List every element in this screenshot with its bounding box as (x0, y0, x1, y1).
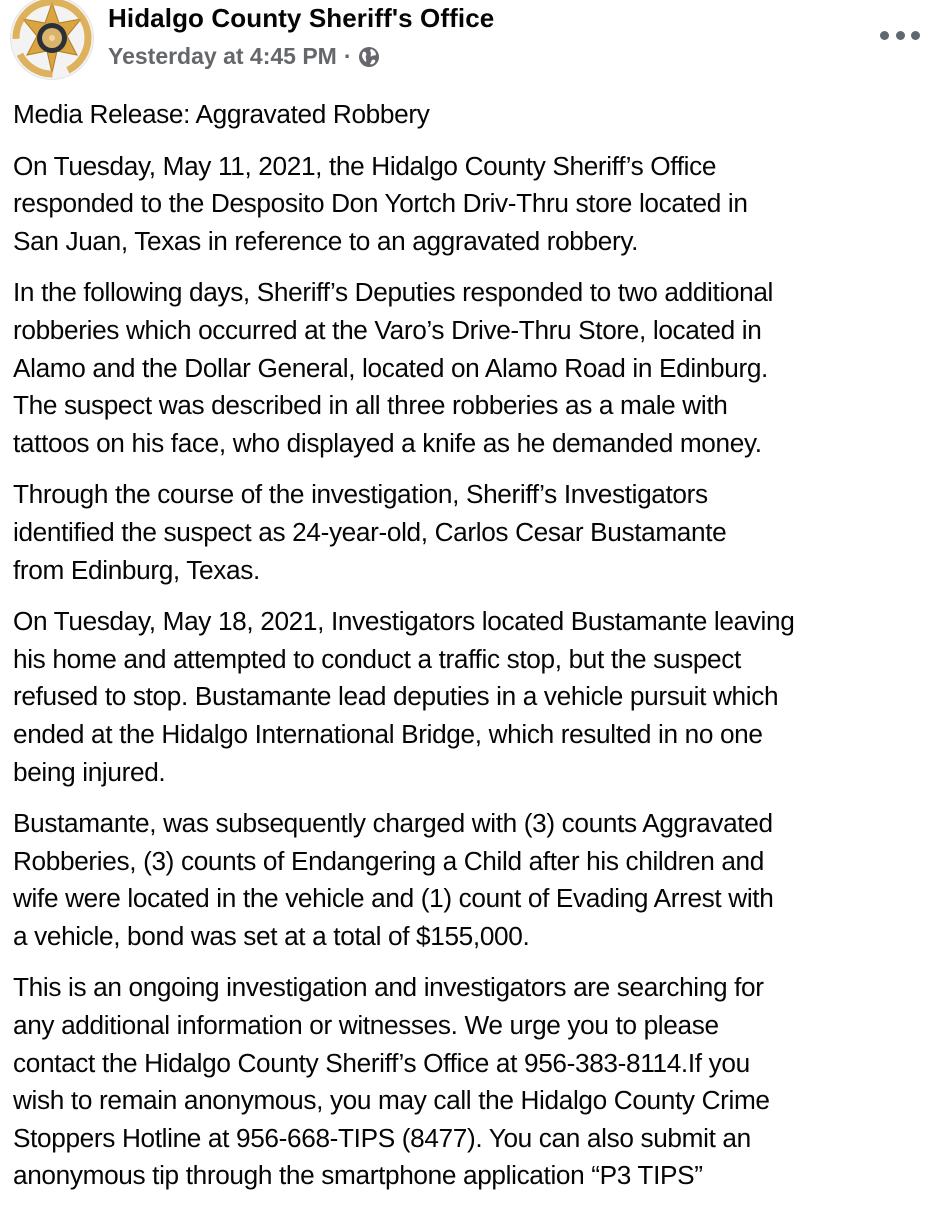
post-timestamp[interactable]: Yesterday at 4:45 PM (108, 43, 337, 69)
text-line: Media Release: Aggravated Robbery (13, 99, 430, 129)
text-line: On Tuesday, May 11, 2021, the Hidalgo County Sheriff’s Office (13, 150, 717, 181)
globe-icon (358, 46, 380, 68)
text-line: tattoos on his face, who displayed a knife as he demanded money. (13, 427, 762, 458)
post-paragraph (13, 148, 943, 261)
post-paragraph (13, 969, 943, 1195)
post-meta (108, 43, 380, 70)
text-line: The suspect was described in all three robberies as a male with (13, 390, 728, 421)
text-line: Alamo and the Dollar General, located on Alamo Road in Edinburg. (13, 352, 768, 383)
post-paragraph (13, 805, 943, 955)
text-line: being injured. (13, 756, 166, 787)
text-line: from Edinburg, Texas. (13, 554, 260, 585)
text-line: robberies which occurred at the Varo’s Drive-Thru Store, located in (13, 314, 762, 345)
text-line: Stoppers Hotline at 956-668-TIPS (8477). You can also submit an (13, 1122, 751, 1153)
post-body (13, 96, 943, 1209)
text-line: ended at the Hidalgo International Bridge, which resulted in no one (13, 718, 763, 749)
post-heading (13, 96, 943, 134)
text-line: San Juan, Texas in reference to an aggravated robbery. (13, 225, 639, 256)
text-line: Through the course of the investigation, Sheriff’s Investigators (13, 479, 708, 510)
text-line: a vehicle, bond was set at a total of $155,000. (13, 920, 530, 951)
more-options-button[interactable] (880, 28, 920, 42)
text-line: Robberies, (3) counts of Endangering a Child after his children and (13, 845, 764, 876)
post-paragraph (13, 274, 943, 462)
text-line: his home and attempted to conduct a traffic stop, but the suspect (13, 643, 741, 674)
text-line: In the following days, Sheriff’s Deputies responded to two additional (13, 277, 774, 308)
author-name[interactable]: Hidalgo County Sheriff's Office (108, 3, 495, 33)
sheriff-badge-logo (11, 0, 93, 79)
text-line: identified the suspect as 24-year-old, Carlos Cesar Bustamante (13, 516, 727, 547)
text-line: This is an ongoing investigation and investigators are searching for (13, 972, 764, 1003)
text-line: any additional information or witnesses. We urge you to please (13, 1010, 719, 1041)
post-header (0, 0, 949, 90)
post-paragraph (13, 603, 943, 791)
post-paragraph (13, 476, 943, 589)
more-dot-icon (911, 31, 920, 40)
page-avatar[interactable] (10, 0, 94, 80)
text-line: wish to remain anonymous, you may call the Hidalgo County Crime (13, 1085, 770, 1116)
text-line: contact the Hidalgo County Sheriff’s Office at 956-383-8114.If you (13, 1047, 750, 1078)
text-line: refused to stop. Bustamante lead deputies in a vehicle pursuit which (13, 681, 779, 712)
text-line: Bustamante, was subsequently charged with (3) counts Aggravated (13, 808, 773, 839)
meta-separator: · (343, 43, 352, 69)
more-dot-icon (896, 31, 905, 40)
text-line: anonymous tip through the smartphone application “P3 TIPS” (13, 1160, 703, 1191)
text-line: responded to the Desposito Don Yortch Driv-Thru store located in (13, 188, 748, 219)
text-line: On Tuesday, May 18, 2021, Investigators located Bustamante leaving (13, 606, 795, 637)
more-dot-icon (880, 31, 889, 40)
text-line: wife were located in the vehicle and (1) count of Evading Arrest with (13, 883, 774, 914)
